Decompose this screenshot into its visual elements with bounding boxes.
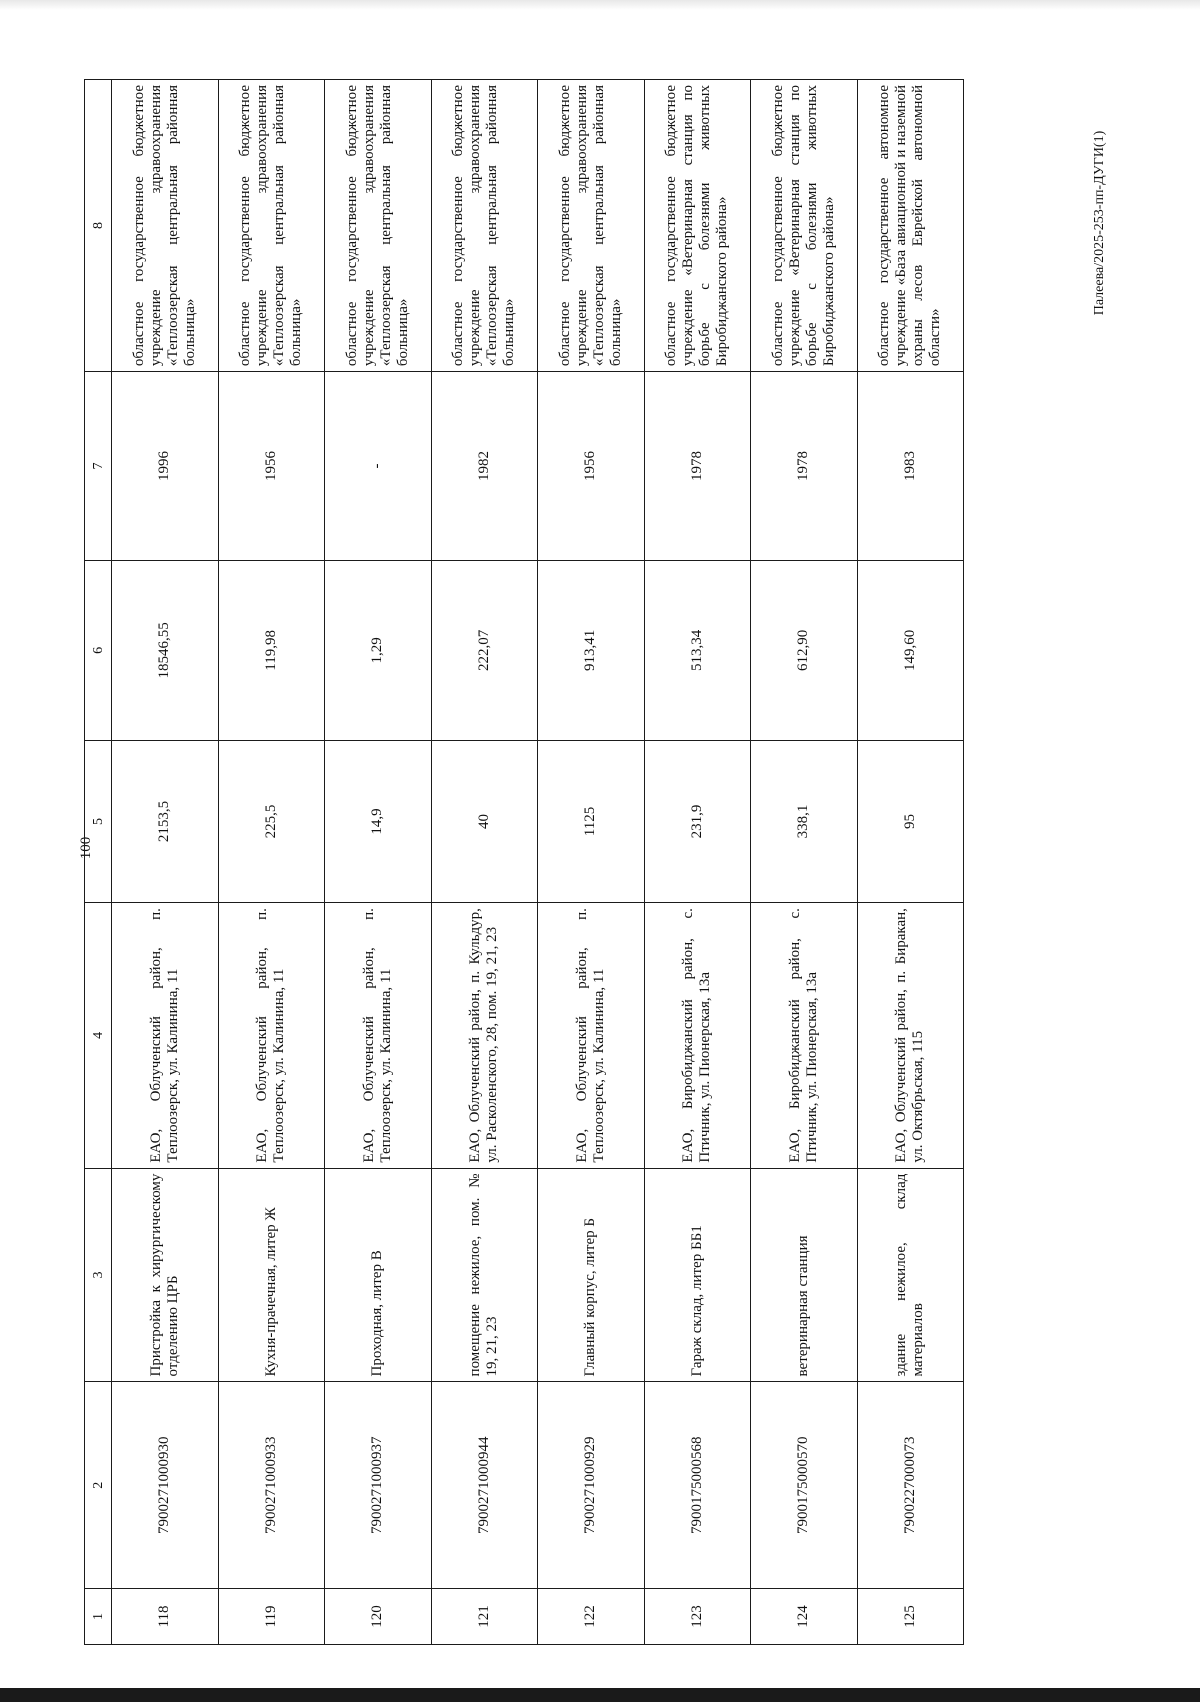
cadastral-number: 7900271000937 xyxy=(325,1382,432,1589)
object-address: ЕАО, Биробиджанский район, с. Птичник, ул. Пионерская, 13а xyxy=(751,903,858,1169)
object-area: 338,1 xyxy=(751,740,858,902)
holder-organization: областное государственное бюджетное учреждение здравоохранения «Теплоозерская центральная районная больница» xyxy=(112,80,219,372)
object-value: 18546,55 xyxy=(112,560,219,740)
document-code: Палеева/2025-253-пп-ДУГИ(1) xyxy=(1092,130,1107,316)
holder-organization: областное государственное бюджетное учреждение здравоохранения «Теплоозерская центральная районная больница» xyxy=(431,80,538,372)
object-name: Гараж склад, литер ББ1 xyxy=(644,1168,751,1382)
object-address: ЕАО, Облученский район, п. Теплоозерск, ул. Калинина, 11 xyxy=(538,903,645,1169)
column-number: 5 xyxy=(85,740,112,902)
object-address: ЕАО, Облученский район, п. Кульдур, ул. Расколенского, 28, пом. 19, 21, 23 xyxy=(431,903,538,1169)
column-number: 1 xyxy=(85,1588,112,1644)
object-name: Главный корпус, литер Б xyxy=(538,1168,645,1382)
object-value: 149,60 xyxy=(857,560,964,740)
row-number: 118 xyxy=(112,1588,219,1644)
object-year: 1982 xyxy=(431,372,538,561)
row-number: 122 xyxy=(538,1588,645,1644)
holder-organization: областное государственное бюджетное учреждение «Ветеринарная станция по борьбе с болезнями животных Биробиджанского района» xyxy=(751,80,858,372)
object-value: 612,90 xyxy=(751,560,858,740)
object-area: 1125 xyxy=(538,740,645,902)
row-number: 121 xyxy=(431,1588,538,1644)
object-address: ЕАО, Облученский район, п. Теплоозерск, ул. Калинина, 11 xyxy=(112,903,219,1169)
object-address: ЕАО, Облученский район, п. Биракан, ул. Октябрьская, 115 xyxy=(857,903,964,1169)
object-value: 913,41 xyxy=(538,560,645,740)
object-address: ЕАО, Биробиджанский район, с. Птичник, ул. Пионерская, 13а xyxy=(644,903,751,1169)
table-row xyxy=(857,80,964,1645)
object-name: Пристройка к хирургическому отделению ЦРБ xyxy=(112,1168,219,1382)
holder-organization: областное государственное бюджетное учреждение «Ветеринарная станция по борьбе с болезнями животных Биробиджанского района» xyxy=(644,80,751,372)
table-row xyxy=(644,80,751,1645)
column-number: 7 xyxy=(85,372,112,561)
rotated-table-wrapper xyxy=(84,79,964,1645)
table-row xyxy=(538,80,645,1645)
table-row xyxy=(218,80,325,1645)
cadastral-number: 7900271000929 xyxy=(538,1382,645,1589)
column-number: 3 xyxy=(85,1168,112,1382)
object-name: Проходная, литер В xyxy=(325,1168,432,1382)
object-year: - xyxy=(325,372,432,561)
holder-organization: областное государственное автономное учреждение «База авиационной и наземной охраны лесов Еврейской автономной области» xyxy=(857,80,964,372)
row-number: 119 xyxy=(218,1588,325,1644)
column-number-row xyxy=(85,80,112,1645)
holder-organization: областное государственное бюджетное учреждение здравоохранения «Теплоозерская центральная районная больница» xyxy=(218,80,325,372)
property-register-table xyxy=(84,79,964,1645)
cadastral-number: 7900271000930 xyxy=(112,1382,219,1589)
object-value: 513,34 xyxy=(644,560,751,740)
holder-organization: областное государственное бюджетное учреждение здравоохранения «Теплоозерская центральная районная больница» xyxy=(538,80,645,372)
page-number: 100 xyxy=(78,836,94,860)
column-number: 6 xyxy=(85,560,112,740)
object-value: 119,98 xyxy=(218,560,325,740)
object-address: ЕАО, Облученский район, п. Теплоозерск, ул. Калинина, 11 xyxy=(218,903,325,1169)
object-name: ветеринарная станция xyxy=(751,1168,858,1382)
object-name: Кухня-прачечная, литер Ж xyxy=(218,1168,325,1382)
row-number: 124 xyxy=(751,1588,858,1644)
column-number: 8 xyxy=(85,80,112,372)
column-number: 4 xyxy=(85,903,112,1169)
object-value: 222,07 xyxy=(431,560,538,740)
table-row xyxy=(751,80,858,1645)
object-name: помещение нежилое, пом. № 19, 21, 23 xyxy=(431,1168,538,1382)
object-year: 1996 xyxy=(112,372,219,561)
object-area: 14,9 xyxy=(325,740,432,902)
cadastral-number: 7900175000568 xyxy=(644,1382,751,1589)
object-year: 1983 xyxy=(857,372,964,561)
table-row xyxy=(325,80,432,1645)
object-area: 95 xyxy=(857,740,964,902)
scan-top-edge xyxy=(0,0,1200,10)
object-year: 1956 xyxy=(538,372,645,561)
object-area: 40 xyxy=(431,740,538,902)
cadastral-number: 7900271000944 xyxy=(431,1382,538,1589)
column-number: 2 xyxy=(85,1382,112,1589)
object-area: 2153,5 xyxy=(112,740,219,902)
object-area: 231,9 xyxy=(644,740,751,902)
object-year: 1978 xyxy=(644,372,751,561)
table-row xyxy=(112,80,219,1645)
row-number: 125 xyxy=(857,1588,964,1644)
row-number: 123 xyxy=(644,1588,751,1644)
row-number: 120 xyxy=(325,1588,432,1644)
object-name: здание нежилое, склад материалов xyxy=(857,1168,964,1382)
object-year: 1956 xyxy=(218,372,325,561)
cadastral-number: 7900175000570 xyxy=(751,1382,858,1589)
object-area: 225,5 xyxy=(218,740,325,902)
holder-organization: областное государственное бюджетное учреждение здравоохранения «Теплоозерская центральная районная больница» xyxy=(325,80,432,372)
object-year: 1978 xyxy=(751,372,858,561)
object-value: 1,29 xyxy=(325,560,432,740)
cadastral-number: 7900227000073 xyxy=(857,1382,964,1589)
object-address: ЕАО, Облученский район, п. Теплоозерск, ул. Калинина, 11 xyxy=(325,903,432,1169)
table-row xyxy=(431,80,538,1645)
cadastral-number: 7900271000933 xyxy=(218,1382,325,1589)
scan-bottom-edge xyxy=(0,1688,1200,1702)
